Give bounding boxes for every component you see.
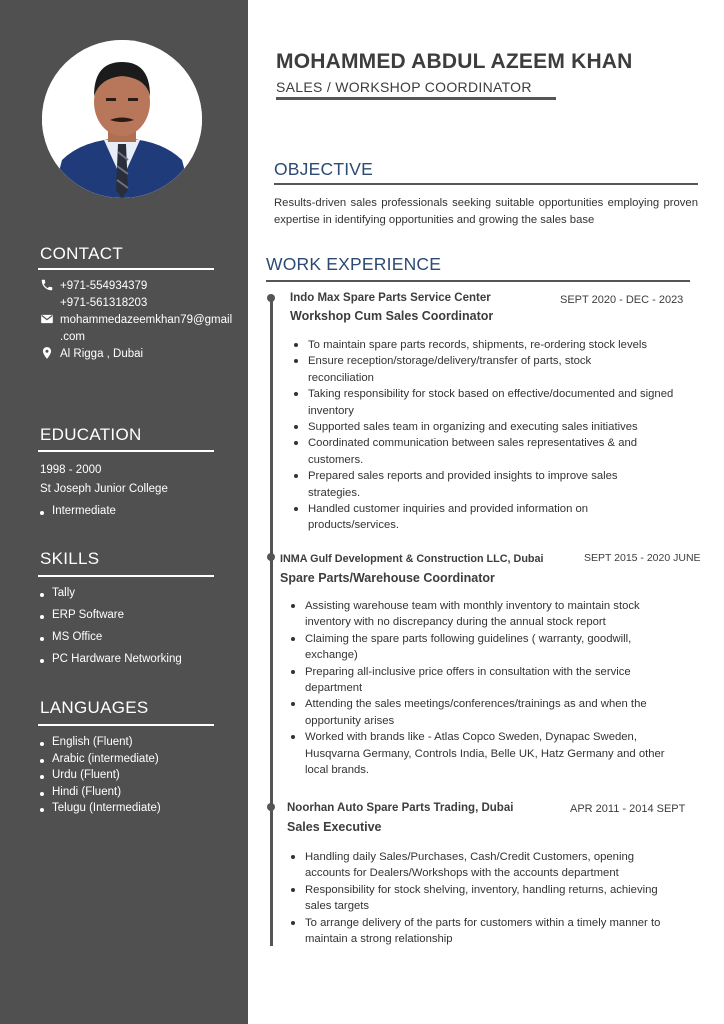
responsibility-item: Assisting warehouse team with monthly inventory to maintain stock inventory with no discrepancy during the annual stock report bbox=[287, 598, 677, 631]
job-dates: SEPT 2015 - 2020 JUNE bbox=[584, 552, 701, 564]
education-item: Intermediate bbox=[36, 505, 116, 517]
education-heading: EDUCATION bbox=[40, 425, 142, 444]
responsibility-item: Responsibility for stock shelving, inventory, handling returns, achieving sales targets bbox=[287, 882, 687, 915]
language-item: Arabic (intermediate) bbox=[36, 753, 161, 770]
timeline-dot bbox=[267, 803, 275, 811]
location-text: Al Rigga , Dubai bbox=[60, 348, 144, 360]
responsibility-item: Prepared sales reports and provided insights to improve sales strategies. bbox=[290, 468, 650, 501]
education-years: 1998 - 2000 bbox=[40, 464, 102, 476]
education-divider bbox=[38, 450, 214, 452]
email-line-2: .com bbox=[60, 330, 85, 343]
skills-divider bbox=[38, 575, 214, 577]
mail-icon bbox=[40, 312, 54, 326]
phone-number-2: +971-561318203 bbox=[60, 296, 148, 309]
objective-heading: OBJECTIVE bbox=[274, 159, 374, 179]
phone-contact bbox=[40, 278, 147, 311]
languages-list bbox=[36, 736, 161, 819]
title-underline bbox=[276, 97, 556, 100]
objective-divider bbox=[274, 183, 698, 185]
education-school: St Joseph Junior College bbox=[40, 483, 168, 495]
language-item: Hindi (Fluent) bbox=[36, 786, 161, 803]
phone-number-1: +971-554934379 bbox=[60, 280, 148, 292]
job-title: Spare Parts/Warehouse Coordinator bbox=[280, 571, 495, 585]
experience-timeline bbox=[270, 297, 273, 946]
phone-icon bbox=[40, 278, 54, 292]
objective-text: Results-driven sales professionals seeking suitable opportunities employing proven expertise in identifying opportunities and growing the sales base bbox=[274, 197, 698, 226]
skill-item: Tally bbox=[36, 587, 182, 609]
profile-photo bbox=[42, 40, 202, 198]
contact-divider bbox=[38, 268, 214, 270]
languages-heading: LANGUAGES bbox=[40, 698, 149, 717]
job-company: Indo Max Spare Parts Service Center bbox=[290, 292, 491, 304]
candidate-name: MOHAMMED ABDUL AZEEM KHAN bbox=[276, 50, 633, 73]
job-company: Noorhan Auto Spare Parts Trading, Dubai bbox=[287, 802, 514, 814]
skills-heading: SKILLS bbox=[40, 549, 100, 568]
responsibility-item: Ensure reception/storage/delivery/transfer of parts, stock reconciliation bbox=[290, 353, 630, 386]
location-contact bbox=[40, 346, 143, 363]
job-company: INMA Gulf Development & Construction LLC, Dubai bbox=[280, 553, 544, 565]
job-dates: SEPT 2020 - DEC - 2023 bbox=[560, 294, 684, 306]
profile-photo-illustration bbox=[42, 40, 202, 198]
responsibility-item: Taking responsibility for stock based on effective/documented and signed inventory bbox=[290, 386, 680, 419]
email-line-1: mohammedazeemkhan79@gmail bbox=[60, 314, 233, 326]
work-experience-heading: WORK EXPERIENCE bbox=[266, 254, 442, 274]
email-contact bbox=[40, 312, 232, 345]
location-pin-icon bbox=[40, 346, 54, 360]
job-responsibilities bbox=[287, 598, 687, 778]
timeline-dot bbox=[267, 294, 275, 302]
responsibility-item: Worked with brands like - Atlas Copco Sweden, Dynapac Sweden, Husqvarna Germany, Controls India, Belle UK, Hatz Germany and other local brands. bbox=[287, 729, 687, 778]
job-title: Sales Executive bbox=[287, 820, 382, 834]
responsibility-item: Supported sales team in organizing and executing sales initiatives bbox=[290, 419, 690, 435]
responsibility-item: Claiming the spare parts following guidelines ( warranty, goodwill, exchange) bbox=[287, 631, 677, 664]
work-experience-divider bbox=[266, 280, 690, 282]
sidebar bbox=[0, 0, 248, 1024]
job-title: Workshop Cum Sales Coordinator bbox=[290, 309, 494, 323]
job-dates: APR 2011 - 2014 SEPT bbox=[570, 803, 686, 815]
responsibility-item: Coordinated communication between sales representatives & and customers. bbox=[290, 435, 680, 468]
job-responsibilities bbox=[287, 849, 687, 947]
responsibility-item: Handled customer inquiries and provided information on products/services. bbox=[290, 501, 640, 534]
skill-item: ERP Software bbox=[36, 609, 182, 631]
languages-divider bbox=[38, 724, 214, 726]
responsibility-item: To maintain spare parts records, shipments, re-ordering stock levels bbox=[290, 337, 690, 353]
responsibility-item: To arrange delivery of the parts for customers within a timely manner to maintain a strong relationship bbox=[287, 915, 687, 948]
candidate-title: SALES / WORKSHOP COORDINATOR bbox=[276, 79, 532, 95]
language-item: Telugu (Intermediate) bbox=[36, 802, 161, 819]
responsibility-item: Handling daily Sales/Purchases, Cash/Credit Customers, opening accounts for Dealers/Workshops with the accounts department bbox=[287, 849, 667, 882]
language-item: Urdu (Fluent) bbox=[36, 769, 161, 786]
timeline-dot bbox=[267, 553, 275, 561]
language-item: English (Fluent) bbox=[36, 736, 161, 753]
job-responsibilities bbox=[290, 337, 690, 534]
skills-list bbox=[36, 587, 182, 675]
education-list bbox=[36, 505, 116, 517]
skill-item: MS Office bbox=[36, 631, 182, 653]
responsibility-item: Attending the sales meetings/conferences/trainings as and when the opportunity arises bbox=[287, 696, 687, 729]
contact-heading: CONTACT bbox=[40, 244, 123, 263]
skill-item: PC Hardware Networking bbox=[36, 653, 182, 675]
responsibility-item: Preparing all-inclusive price offers in consultation with the service department bbox=[287, 664, 677, 697]
